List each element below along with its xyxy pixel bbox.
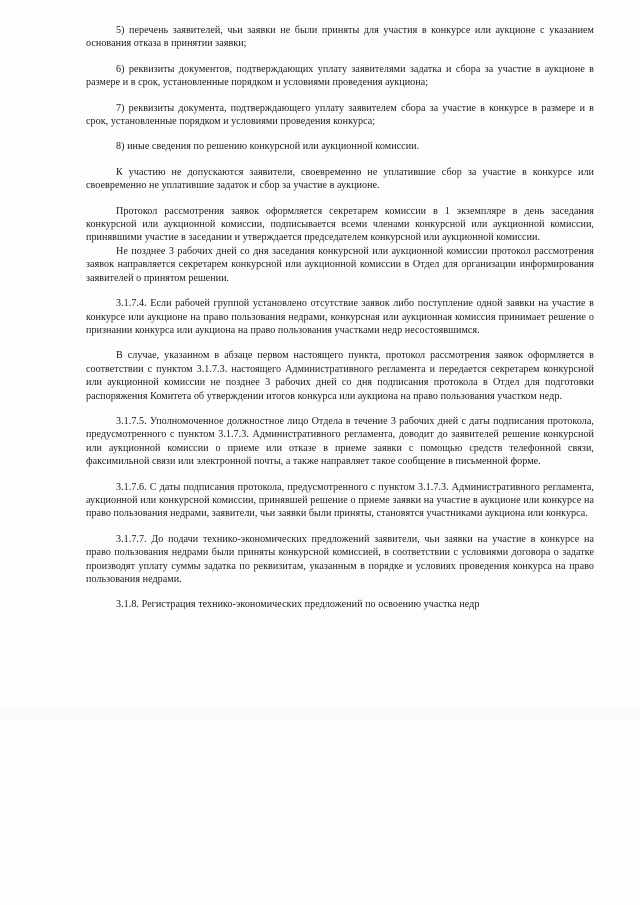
paragraph-item-5: 5) перечень заявителей, чьи заявки не были приняты для участия в конкурсе или аукционе с указанием основания отказа в принятии заявки; — [86, 25, 594, 50]
paragraph-3-1-7-5: 3.1.7.5. Уполномоченное должностное лицо Отдела в течение 3 рабочих дней с даты подписания протокола, предусмотренного с пунктом 3.1.7.3. Административного регламента, доводит до заявителей решение конкурсной или аукционной комиссии о приеме или отказе в приеме заявки с помощью средств телефонной связи, факсимильной связи или электронной почты, а также направляет такое сообщение в письменной форме. — [86, 415, 594, 468]
paragraph-item-6: 6) реквизиты документов, подтверждающих уплату заявителями задатка и сбора за участие в аукционе в размере и в срок, установленные порядком и условиями проведения аукциона; — [86, 63, 594, 89]
paragraph-item-8: 8) иные сведения по решению конкурсной или аукционной комиссии. — [116, 141, 420, 153]
paragraph-item-7: 7) реквизиты документа, подтверждающего уплату заявителем сбора за участие в конкурсе в размере и в срок, установленные порядком и условиями проведения конкурса; — [86, 102, 594, 128]
paragraph-3-1-7-4: 3.1.7.4. Если рабочей группой установлено отсутствие заявок либо поступление одной заявки на участие в конкурсе или аукционе на право пользования недрами, конкурсная или аукционная комиссия принимает решение о признании конкурса или аукциона на право пользования участками недр несостоявшимся. — [86, 298, 594, 336]
document-body — [86, 24, 594, 624]
paragraph-admission: К участию не допускаются заявители, своевременно не уплатившие сбор за участие в конкурсе или своевременно не уплатившие задаток и сбор за участие в аукционе. — [86, 166, 594, 192]
paragraph-3-1-8: 3.1.8. Регистрация технико-экономических предложений по освоению участка недр — [116, 599, 480, 611]
paragraph-protocol-deadline: Не позднее 3 рабочих дней со дня заседания конкурсной или аукционной комиссии протокол рассмотрения заявок направляется секретарем конкурсной или аукционной комиссии в Отдел для организации информирования заявителей о принятом решении. — [86, 245, 594, 284]
paragraph-3-1-7-7: 3.1.7.7. До подачи технико-экономических предложений заявители, чьи заявки на участие в конкурсе на право пользования недрами были приняты конкурсной комиссией, в соответствии с условиями договора о задатке производят уплату суммы задатка по реквизитам, указанным в порядке и условиях проведения конкурса на право пользования недрами. — [86, 533, 594, 585]
paragraph-3-1-7-6: 3.1.7.6. С даты подписания протокола, предусмотренного с пунктом 3.1.7.3. Административного регламента, аукционной или конкурсной комиссии, принявшей решение о приеме заявки на участие в аукционе или конкурсе на право пользования недрами, заявители, чьи заявки были приняты, становятся участниками аукциона или конкурса. — [86, 481, 594, 520]
scan-shadow — [0, 705, 640, 725]
paragraph-case-first: В случае, указанном в абзаце первом настоящего пункта, протокол рассмотрения заявок оформляется в соответствии с пунктом 3.1.7.3. настоящего Административного регламента и передается секретарем конкурсной или аукционной комиссии не позднее 3 рабочих дней со дня подписания протокола в Отдел для подготовки распоряжения Комитета об утверждении итогов конкурса или аукциона на право пользования участком недр. — [86, 350, 594, 402]
paragraph-protocol: Протокол рассмотрения заявок оформляется секретарем комиссии в 1 экземпляре в день заседания конкурсной или аукционной комиссии, подписывается всеми членами конкурсной или аукционной комиссии, принявшими участие в заседании и утверждается председателем конкурсной или аукционной комиссии. — [86, 205, 594, 244]
